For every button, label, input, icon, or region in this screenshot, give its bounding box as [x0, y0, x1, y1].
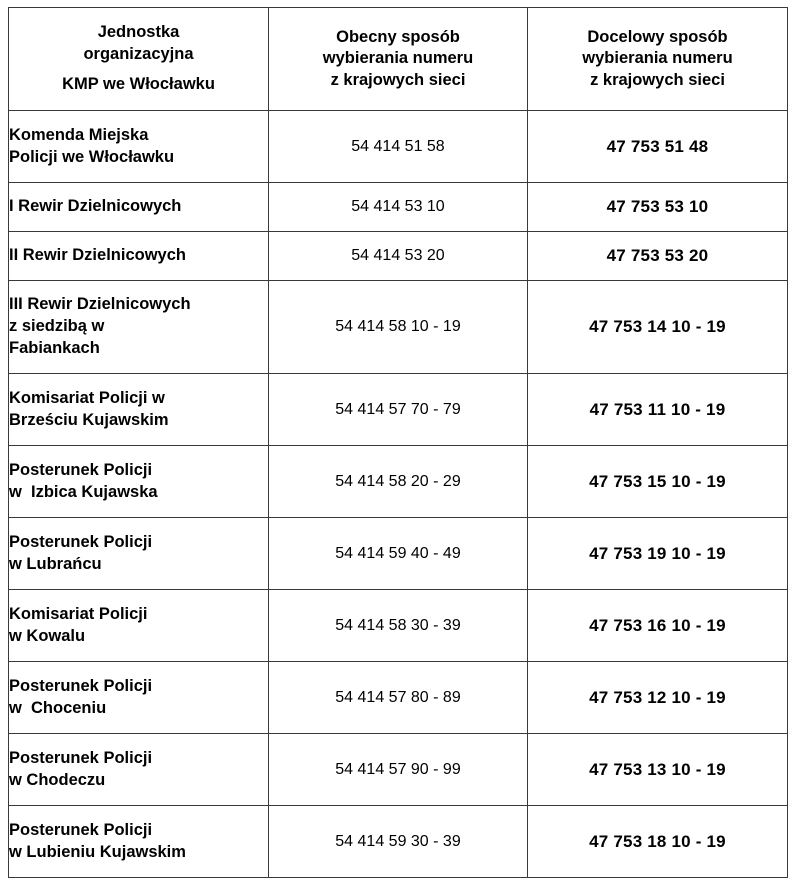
- cell-unit: [9, 734, 269, 806]
- column-header-unit-subtitle: KMP we Włocławku: [62, 75, 215, 94]
- unit-line: III Rewir Dzielnicowych: [9, 295, 191, 314]
- table-row: [9, 590, 788, 662]
- cell-current-number: 54 414 57 70 - 79: [269, 374, 528, 446]
- unit-line: Komenda Miejska: [9, 125, 149, 144]
- table-row: [9, 281, 788, 374]
- column-header-current: [269, 8, 528, 111]
- table-row: [9, 806, 788, 878]
- cell-current-number: 54 414 51 58: [269, 111, 528, 183]
- cell-unit: [9, 232, 269, 281]
- unit-line: Komisariat Policji: [9, 604, 148, 623]
- table-header: [9, 8, 788, 111]
- cell-target-number: 47 753 12 10 - 19: [528, 662, 788, 734]
- cell-current-number: 54 414 59 30 - 39: [269, 806, 528, 878]
- cell-target-number: 47 753 53 20: [528, 232, 788, 281]
- header-row: [9, 8, 788, 111]
- table-body: [9, 111, 788, 878]
- table-row: [9, 662, 788, 734]
- header-spacer: [9, 65, 268, 74]
- cell-current-number: 54 414 58 30 - 39: [269, 590, 528, 662]
- cell-unit: [9, 518, 269, 590]
- cell-target-number: 47 753 14 10 - 19: [528, 281, 788, 374]
- unit-line: Posterunek Policji: [9, 820, 153, 839]
- cell-unit: [9, 662, 269, 734]
- unit-line: w Choceniu: [9, 698, 107, 717]
- cell-unit: [9, 374, 269, 446]
- column-header-unit-line-2: organizacyjna: [83, 44, 194, 63]
- unit-line: w Chodeczu: [9, 770, 106, 789]
- cell-target-number: 47 753 51 48: [528, 111, 788, 183]
- cell-target-number: 47 753 19 10 - 19: [528, 518, 788, 590]
- cell-unit: [9, 183, 269, 232]
- unit-line: z siedzibą w: [9, 317, 105, 336]
- table-row: [9, 518, 788, 590]
- cell-current-number: 54 414 58 10 - 19: [269, 281, 528, 374]
- cell-unit: [9, 446, 269, 518]
- column-header-target-line-2: wybierania numeru: [582, 49, 733, 68]
- unit-line: Posterunek Policji: [9, 748, 153, 767]
- cell-current-number: 54 414 58 20 - 29: [269, 446, 528, 518]
- cell-target-number: 47 753 16 10 - 19: [528, 590, 788, 662]
- column-header-target-line-3: z krajowych sieci: [590, 70, 725, 89]
- cell-target-number: 47 753 18 10 - 19: [528, 806, 788, 878]
- cell-unit: [9, 806, 269, 878]
- column-header-unit-line-1: Jednostka: [97, 23, 180, 42]
- cell-current-number: 54 414 53 10: [269, 183, 528, 232]
- unit-line: Posterunek Policji: [9, 532, 153, 551]
- unit-line: w Kowalu: [9, 626, 86, 645]
- cell-unit: [9, 111, 269, 183]
- unit-line: w Lubrańcu: [9, 554, 102, 573]
- unit-line: w Izbica Kujawska: [9, 482, 158, 501]
- column-header-current-line-1: Obecny sposób: [336, 27, 460, 46]
- cell-target-number: 47 753 53 10: [528, 183, 788, 232]
- column-header-current-line-2: wybierania numeru: [322, 49, 474, 68]
- cell-current-number: 54 414 57 80 - 89: [269, 662, 528, 734]
- cell-current-number: 54 414 59 40 - 49: [269, 518, 528, 590]
- cell-unit: [9, 281, 269, 374]
- cell-target-number: 47 753 11 10 - 19: [528, 374, 788, 446]
- unit-line: w Lubieniu Kujawskim: [9, 842, 186, 861]
- table-row: [9, 232, 788, 281]
- column-header-unit: [9, 8, 269, 111]
- table-row: [9, 183, 788, 232]
- table-row: [9, 111, 788, 183]
- cell-current-number: 54 414 53 20: [269, 232, 528, 281]
- table-row: [9, 374, 788, 446]
- cell-unit: [9, 590, 269, 662]
- unit-line: II Rewir Dzielnicowych: [9, 246, 186, 265]
- table-row: [9, 446, 788, 518]
- table-row: [9, 734, 788, 806]
- cell-current-number: 54 414 57 90 - 99: [269, 734, 528, 806]
- unit-line: Policji we Włocławku: [9, 147, 175, 166]
- column-header-target-line-1: Docelowy sposób: [587, 27, 728, 46]
- column-header-target: [528, 8, 788, 111]
- cell-target-number: 47 753 15 10 - 19: [528, 446, 788, 518]
- unit-line: I Rewir Dzielnicowych: [9, 197, 182, 216]
- unit-line: Fabiankach: [9, 338, 100, 357]
- unit-line: Posterunek Policji: [9, 460, 153, 479]
- column-header-current-line-3: z krajowych sieci: [330, 70, 466, 89]
- phone-number-table: [8, 7, 788, 878]
- cell-target-number: 47 753 13 10 - 19: [528, 734, 788, 806]
- unit-line: Komisariat Policji w: [9, 388, 165, 407]
- unit-line: Posterunek Policji: [9, 676, 153, 695]
- unit-line: Brześciu Kujawskim: [9, 410, 169, 429]
